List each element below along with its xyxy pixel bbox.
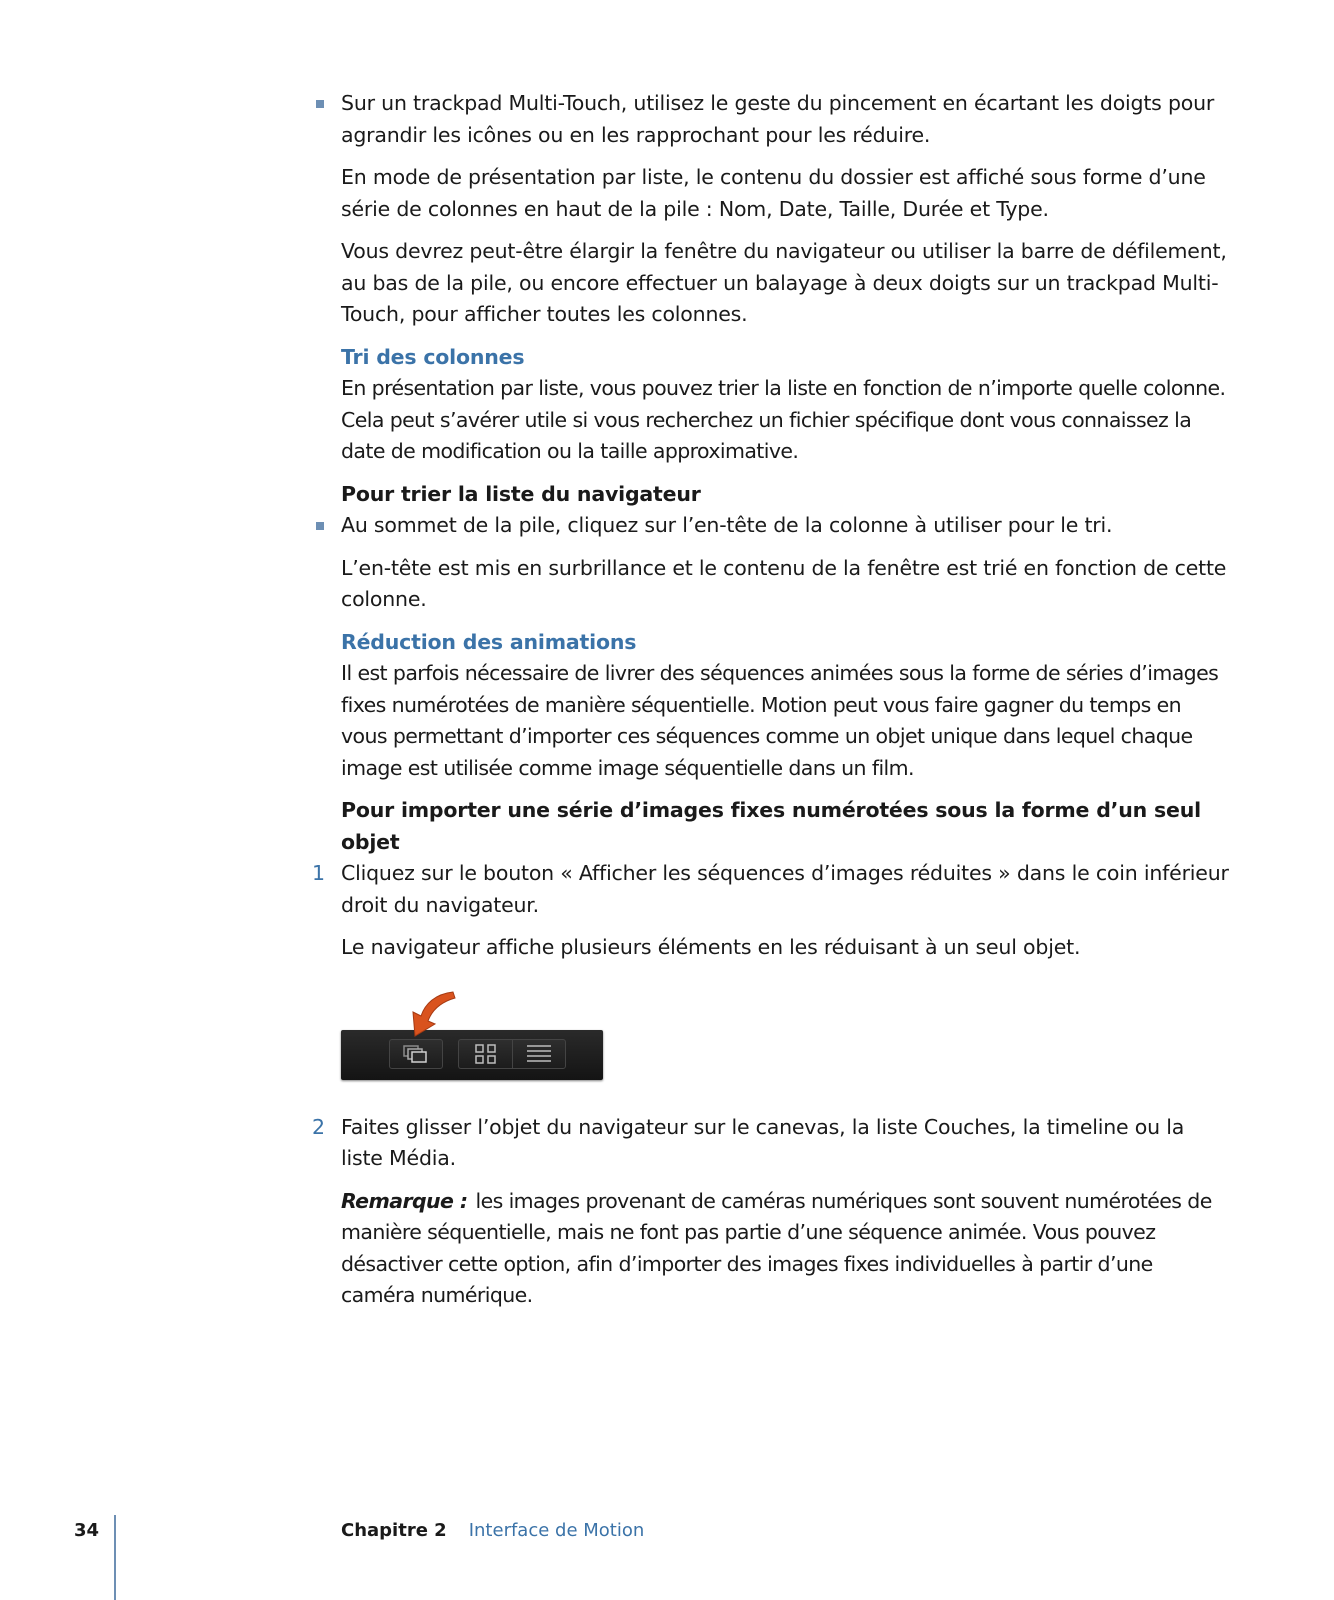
show-image-sequences-button[interactable] <box>389 1039 443 1069</box>
chapter-title: Interface de Motion <box>468 1520 645 1541</box>
step-number: 2 <box>312 1114 325 1139</box>
page-number: 34 <box>74 1520 100 1541</box>
paragraph-block <box>312 932 1232 964</box>
note-paragraph <box>341 1186 1232 1312</box>
paragraph-block <box>312 553 1232 616</box>
note-label: Remarque : <box>341 1188 468 1213</box>
step-text: Faites glisser l’objet du navigateur sur le canevas, la liste Couches, la timeline ou la liste Média. <box>341 1114 1185 1170</box>
step-number: 1 <box>312 861 325 885</box>
section-block <box>312 342 1232 468</box>
task-heading: Pour importer une série d’images fixes numérotées sous la forme d’un seul objet <box>341 798 1201 854</box>
step-text: Cliquez sur le bouton « Afficher les séquences d’images réduites » dans le coin inférieur droit du navigateur. <box>341 861 1229 917</box>
paragraph: Le navigateur affiche plusieurs éléments en les réduisant à un seul objet. <box>341 935 1081 959</box>
step-item <box>312 1112 1232 1175</box>
browser-toolbar <box>341 1030 603 1080</box>
bullet-text: Sur un trackpad Multi-Touch, utilisez le geste du pincement en écartant les doigts pour agrandir les icônes ou en les rapprochant pour les réduire. <box>341 91 1215 147</box>
paragraph: En présentation par liste, vous pouvez trier la liste en fonction de n’importe quelle colonne. Cela peut s’avérer utile si vous recherchez un fichier spécifique dont vous connaissez la date de modification ou la taille approximative. <box>341 376 1226 463</box>
page-content <box>312 88 1232 1312</box>
paragraph-block <box>312 236 1232 331</box>
chapter-label: Chapitre 2 <box>341 1520 447 1541</box>
list-view-icon <box>526 1043 552 1065</box>
note-text: les images provenant de caméras numériques sont souvent numérotées de manière séquentielle, mais ne font pas partie d’une séquence animée. Vous pouvez désactiver cette option, afin d’importer des images fixes individuelles à partir d’une caméra numérique. <box>341 1188 1212 1307</box>
browser-toolbar-figure <box>341 990 603 1082</box>
list-item <box>312 88 1232 151</box>
task-heading: Pour trier la liste du navigateur <box>341 481 701 506</box>
section-heading: Tri des colonnes <box>341 344 525 369</box>
callout-arrow-icon <box>401 990 457 1040</box>
paragraph: En mode de présentation par liste, le contenu du dossier est affiché sous forme d’une série de colonnes en haut de la pile : Nom, Date, Taille, Durée et Type. <box>341 165 1206 221</box>
list-view-button[interactable] <box>512 1039 566 1069</box>
section-heading: Réduction des animations <box>341 629 637 654</box>
footer-divider <box>114 1515 116 1600</box>
task-block <box>312 479 1232 511</box>
bullet-text: Au sommet de la pile, cliquez sur l’en-tête de la colonne à utiliser pour le tri. <box>341 513 1113 537</box>
paragraph: Il est parfois nécessaire de livrer des séquences animées sous la forme de séries d’images fixes numérotées de manière séquentielle. Motion peut vous faire gagner du temps en vous permettant d’importer ces séquences comme un objet unique dans lequel chaque image est utilisée comme image séquentielle dans un film. <box>341 661 1219 780</box>
section-block <box>312 627 1232 785</box>
task-block <box>312 795 1232 858</box>
paragraph: Vous devrez peut-être élargir la fenêtre du navigateur ou utiliser la barre de défilement, au bas de la pile, ou encore effectuer un balayage à deux doigts sur un trackpad Multi-Touch, pour afficher toutes les colonnes. <box>341 239 1227 326</box>
grid-view-icon <box>474 1043 498 1065</box>
list-item <box>312 510 1232 542</box>
note-block <box>312 1186 1232 1312</box>
show-image-sequences-icon <box>401 1044 431 1064</box>
bullet-square-icon <box>316 522 324 530</box>
grid-view-button[interactable] <box>458 1039 513 1069</box>
bullet-square-icon <box>316 100 324 108</box>
footer-chapter <box>341 1520 644 1541</box>
paragraph-block <box>312 162 1232 225</box>
paragraph: L’en-tête est mis en surbrillance et le contenu de la fenêtre est trié en fonction de cette colonne. <box>341 555 1227 611</box>
step-item <box>312 858 1232 921</box>
